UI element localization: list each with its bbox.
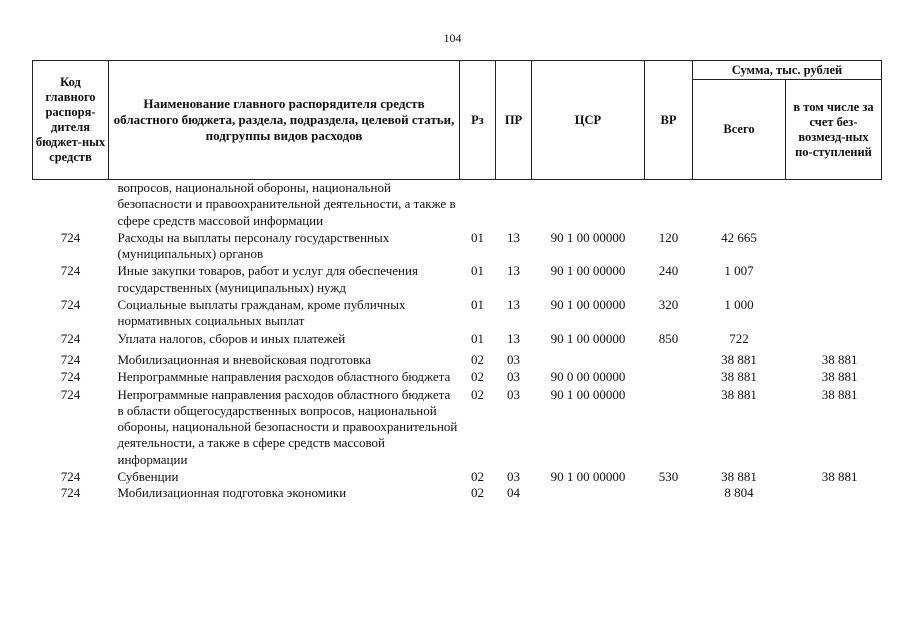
- cell-rz: 02: [471, 369, 484, 385]
- table-row: [33, 229, 882, 263]
- cell-code: 724: [60, 369, 81, 385]
- cell-pr: [496, 180, 532, 229]
- cell-code: 724: [60, 485, 81, 501]
- header-csr: ЦСР: [532, 61, 645, 180]
- cell-name: Социальные выплаты гражданам, кроме публичных нормативных социальных выплат: [117, 297, 406, 329]
- cell-rz: 01: [471, 229, 484, 245]
- header-free: в том числе за счет без-возмезд-ных по-ступлений: [786, 80, 882, 180]
- cell-vr: 240: [658, 263, 679, 279]
- cell-pr: 03: [507, 469, 520, 485]
- cell-pr: 03: [507, 351, 520, 367]
- cell-csr: 90 1 00 00000: [550, 386, 626, 402]
- table-row: [33, 296, 882, 330]
- cell-csr: 90 0 00 00000: [550, 369, 626, 385]
- table-row: [33, 347, 882, 368]
- table-row: [33, 368, 882, 385]
- cell-code: 724: [60, 330, 81, 346]
- cell-code: [33, 180, 109, 229]
- cell-pr: 04: [507, 485, 520, 501]
- cell-pr: 13: [507, 330, 520, 346]
- cell-free: [786, 262, 882, 296]
- cell-code: 724: [60, 229, 81, 245]
- cell-csr: [532, 347, 645, 368]
- cell-free: 38 881: [821, 369, 858, 385]
- cell-rz: 02: [471, 386, 484, 402]
- cell-vr: [645, 368, 693, 385]
- cell-total: 1 007: [724, 263, 754, 279]
- cell-free: [786, 485, 882, 501]
- cell-total: 1 000: [724, 297, 754, 313]
- cell-total: 8 804: [724, 485, 754, 501]
- cell-total: 38 881: [721, 351, 757, 367]
- cell-pr: 13: [507, 263, 520, 279]
- cell-rz: 02: [471, 351, 484, 367]
- cell-csr: 90 1 00 00000: [550, 229, 626, 245]
- cell-pr: 03: [507, 386, 520, 402]
- table-row: [33, 468, 882, 485]
- cell-code: 724: [60, 351, 81, 367]
- table-header: [33, 61, 882, 180]
- cell-csr: 90 1 00 00000: [550, 263, 626, 279]
- cell-free: [786, 180, 882, 229]
- header-vr: ВР: [645, 61, 693, 180]
- header-sum: Сумма, тыс. рублей: [693, 61, 882, 80]
- cell-vr: [645, 485, 693, 501]
- header-rz: Рз: [460, 61, 496, 180]
- cell-csr: [532, 180, 645, 229]
- cell-code: 724: [60, 263, 81, 279]
- cell-code: 724: [60, 386, 81, 402]
- cell-name: Мобилизационная подготовка экономики: [117, 485, 347, 501]
- cell-csr: 90 1 00 00000: [550, 469, 626, 485]
- budget-table: [32, 60, 882, 502]
- cell-name: Субвенции: [117, 469, 179, 485]
- cell-pr: 13: [507, 297, 520, 313]
- table-row: [33, 485, 882, 501]
- cell-rz: 01: [471, 330, 484, 346]
- cell-pr: 13: [507, 229, 520, 245]
- cell-vr: 530: [658, 469, 679, 485]
- table-body: [33, 180, 882, 502]
- cell-rz: 02: [471, 469, 484, 485]
- cell-rz: 01: [471, 297, 484, 313]
- cell-free: [786, 296, 882, 330]
- cell-total: 38 881: [721, 469, 757, 485]
- cell-vr: 120: [658, 229, 679, 245]
- cell-csr: [532, 485, 645, 501]
- cell-total: 42 665: [721, 229, 757, 245]
- cell-name: Иные закупки товаров, работ и услуг для обеспечения государственных (муниципальных) нужд: [117, 263, 418, 295]
- cell-name: Расходы на выплаты персоналу государственных (муниципальных) органов: [117, 229, 390, 262]
- cell-name: Уплата налогов, сборов и иных платежей: [117, 330, 346, 346]
- cell-csr: 90 1 00 00000: [550, 297, 626, 313]
- page-number: 104: [443, 31, 462, 45]
- cell-name: Мобилизационная и вневойсковая подготовка: [117, 351, 372, 367]
- cell-total: [693, 180, 786, 229]
- cell-rz: [460, 180, 496, 229]
- table-row: [33, 180, 882, 229]
- cell-free: [786, 229, 882, 263]
- cell-code: 724: [60, 469, 81, 485]
- cell-total: 38 881: [721, 369, 757, 385]
- table-row: [33, 330, 882, 347]
- cell-name: Непрограммные направления расходов областного бюджета: [117, 369, 451, 385]
- header-total: Всего: [693, 80, 786, 180]
- cell-csr: 90 1 00 00000: [550, 330, 626, 346]
- cell-vr: [645, 180, 693, 229]
- cell-vr: [645, 386, 693, 468]
- table-row: [33, 386, 882, 468]
- cell-vr: [645, 347, 693, 368]
- cell-rz: 01: [471, 263, 484, 279]
- cell-name: вопросов, национальной обороны, национальной безопасности и правоохранительной деятельности, а также в сфере средств массовой информации: [117, 180, 456, 228]
- cell-code: 724: [60, 297, 81, 313]
- cell-free: 38 881: [821, 386, 858, 402]
- cell-total: 38 881: [721, 386, 757, 402]
- cell-vr: 320: [658, 297, 679, 313]
- cell-free: [786, 330, 882, 347]
- cell-free: 38 881: [821, 351, 858, 367]
- cell-name: Непрограммные направления расходов областного бюджета в области общегосударственных вопросов, национальной обороны, национальной безопасности и правоохранительной деятельности, а также в сфере средств массовой информации: [117, 386, 458, 467]
- cell-total: 722: [729, 330, 749, 346]
- table-row: [33, 262, 882, 296]
- cell-pr: 03: [507, 369, 520, 385]
- header-name: Наименование главного распорядителя средств областного бюджета, раздела, подраздела, целевой статьи, подгруппы видов расходов: [109, 61, 460, 180]
- header-pr: ПР: [496, 61, 532, 180]
- header-code: Код главного распоря-дителя бюджет-ных средств: [33, 61, 109, 180]
- cell-vr: 850: [658, 330, 679, 346]
- cell-rz: 02: [471, 485, 484, 501]
- cell-free: 38 881: [821, 469, 858, 485]
